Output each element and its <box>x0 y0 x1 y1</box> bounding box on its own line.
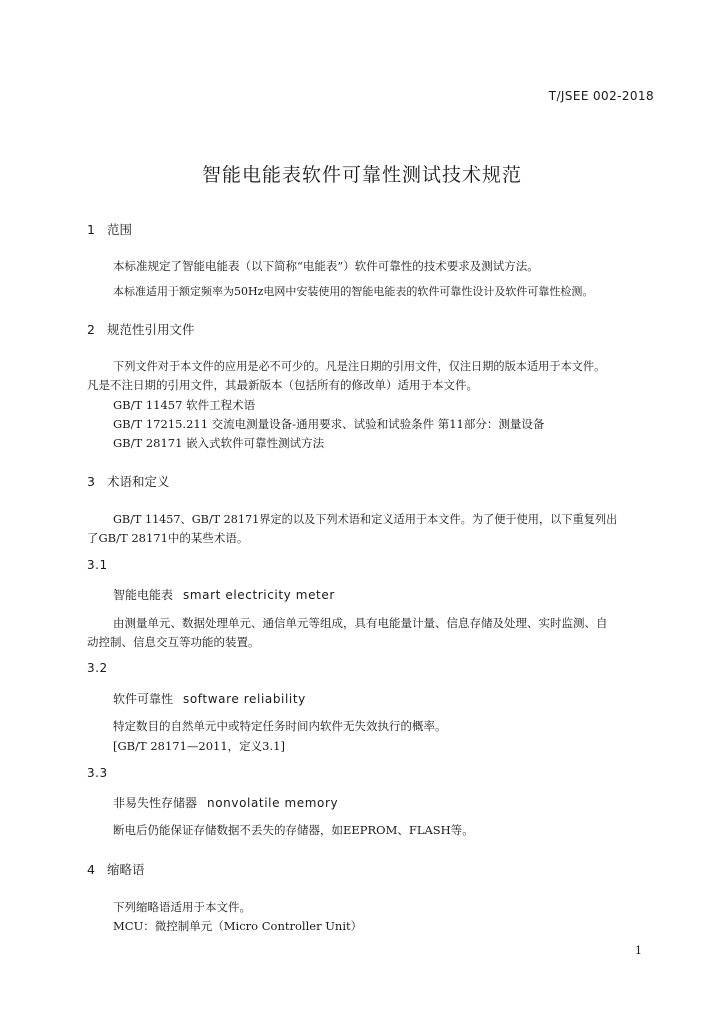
page-number: 1 <box>635 944 642 957</box>
term-definition-line-2: 动控制、信息交互等功能的装置。 <box>87 635 260 649</box>
clause-number: 3.2 <box>87 661 108 675</box>
clause-number: 3.1 <box>87 558 108 572</box>
term-definition-line-1: 特定数目的自然单元中或特定任务时间内软件无失效执行的概率。 <box>113 719 447 733</box>
section-number: 4 <box>87 862 95 877</box>
term-chinese: 智能电能表 <box>113 588 174 602</box>
section-1-heading <box>87 220 132 238</box>
section-title: 范围 <box>107 222 133 237</box>
section-3-intro-line-1: GB/T 11457、GB/T 28171界定的以及下列术语和定义适用于本文件。为了便于使用，以下重复列出 <box>113 513 618 526</box>
term-entry <box>113 690 306 707</box>
section-number: 3 <box>87 474 95 489</box>
term-chinese: 软件可靠性 <box>113 692 174 706</box>
section-1-paragraph-1: 本标准规定了智能电能表（以下简称“电能表”）软件可靠性的技术要求及测试方法。 <box>113 259 539 273</box>
term-entry <box>113 794 338 811</box>
section-1-paragraph-2: 本标准适用于额定频率为50Hz电网中安装使用的智能电能表的软件可靠性设计及软件可靠性检测。 <box>113 285 594 298</box>
term-entry <box>113 586 335 603</box>
term-definition-line-1: 由测量单元、数据处理单元、通信单元等组成，具有电能量计量、信息存储及处理、实时监测、自 <box>113 616 608 630</box>
section-2-intro-line-2: 凡是不注日期的引用文件，其最新版本（包括所有的修改单）适用于本文件。 <box>87 378 478 392</box>
section-number: 2 <box>87 322 95 337</box>
document-title: 智能电能表软件可靠性测试技术规范 <box>201 164 522 186</box>
section-2-intro-line-1: 下列文件对于本文件的应用是必不可少的。凡是注日期的引用文件，仅注日期的版本适用于本文件。 <box>113 360 606 373</box>
reference-item: GB/T 28171 嵌入式软件可靠性测试方法 <box>113 436 325 450</box>
clause-number: 3.3 <box>87 766 108 780</box>
term-source: [GB/T 28171—2011，定义3.1] <box>113 739 285 753</box>
reference-item: GB/T 17215.211 交流电测量设备-通用要求、试验和试验条件 第11部分：测量设备 <box>113 417 545 431</box>
section-title: 规范性引用文件 <box>107 322 195 337</box>
term-english: nonvolatile memory <box>207 796 339 810</box>
term-chinese: 非易失性存储器 <box>113 796 198 810</box>
section-2-heading <box>87 320 195 338</box>
term-english: software reliability <box>183 692 306 706</box>
term-english: smart electricity meter <box>183 588 335 602</box>
section-title: 术语和定义 <box>107 474 170 489</box>
section-title: 缩略语 <box>107 862 145 877</box>
reference-item: GB/T 11457 软件工程术语 <box>113 398 256 412</box>
section-4-intro: 下列缩略语适用于本文件。 <box>113 900 251 914</box>
section-3-heading <box>87 472 170 490</box>
term-definition-line-1: 断电后仍能保证存储数据不丢失的存储器，如EEPROM、FLASH等。 <box>113 823 474 837</box>
standard-code: T/JSEE 002-2018 <box>548 89 654 103</box>
section-number: 1 <box>87 222 95 237</box>
abbreviation-item: MCU：微控制单元（Micro Controller Unit） <box>113 919 363 933</box>
section-4-heading <box>87 860 145 878</box>
section-3-intro-line-2: 了GB/T 28171中的某些术语。 <box>87 531 249 545</box>
